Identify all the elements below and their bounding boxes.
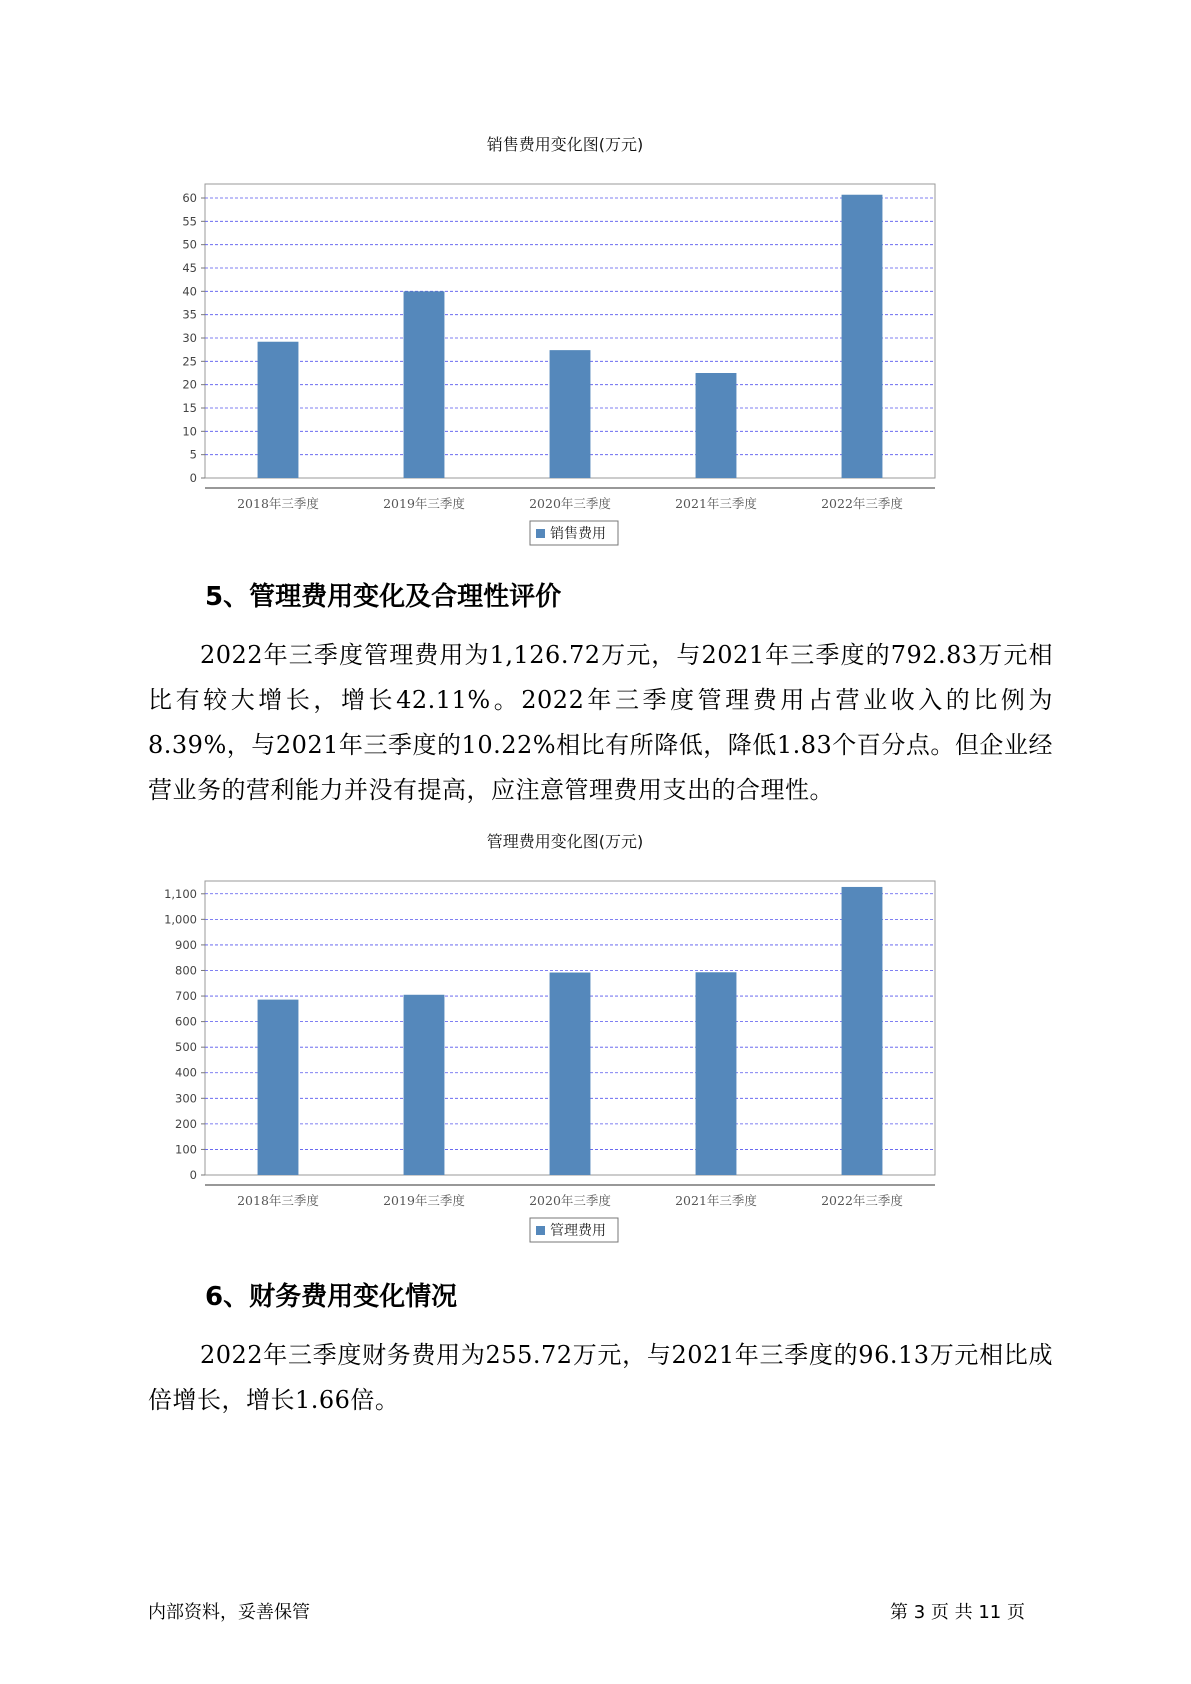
- y-tick-label: 50: [182, 237, 197, 252]
- bar: [258, 342, 299, 478]
- bar: [842, 195, 883, 478]
- footer-page-number: 第 3 页 共 11 页: [890, 1602, 1025, 1623]
- bar: [842, 887, 883, 1175]
- y-tick-label: 20: [182, 377, 197, 392]
- management-expense-paragraph: 2022年三季度管理费用为1,126.72万元，与2021年三季度的792.83万元相比有较大增长，增长42.11%。2022年三季度管理费用占营业收入的比例为8.39%，与2021年三季度的10.22%相比有所降低，降低1.83个百分点。但企业经营业务的营利能力并没有提高，应注意管理费用支出的合理性。: [148, 641, 1053, 804]
- y-tick-label: 200: [175, 1116, 197, 1131]
- x-tick-label: 2022年三季度: [821, 1193, 903, 1208]
- footer-confidential: 内部资料，妥善保管: [148, 1602, 310, 1623]
- y-tick-label: 900: [175, 937, 197, 952]
- y-tick-label: 10: [182, 424, 197, 439]
- y-tick-label: 700: [175, 989, 197, 1004]
- bar: [550, 973, 591, 1175]
- management-expense-chart-svg: [150, 825, 1020, 1245]
- bar: [404, 995, 445, 1175]
- sales-expense-chart-svg: [150, 128, 1020, 548]
- x-tick-label: 2020年三季度: [529, 1193, 611, 1208]
- y-tick-label: 300: [175, 1091, 197, 1106]
- x-tick-label: 2021年三季度: [675, 496, 757, 511]
- legend-label: 管理费用: [550, 1223, 606, 1239]
- y-tick-label: 25: [182, 354, 197, 369]
- y-tick-label: 800: [175, 963, 197, 978]
- chart-title: 销售费用变化图(万元): [486, 135, 644, 154]
- sales-expense-chart: [150, 128, 1020, 548]
- chart-title: 管理费用变化图(万元): [486, 832, 644, 851]
- y-tick-label: 5: [189, 447, 197, 462]
- section-heading-financial-expense: 6、财务费用变化情况: [205, 1282, 458, 1312]
- y-tick-label: 1,000: [164, 912, 197, 927]
- y-tick-label: 45: [182, 261, 197, 275]
- y-tick-label: 0: [189, 471, 197, 485]
- legend-swatch: [536, 1226, 545, 1235]
- y-tick-label: 500: [175, 1040, 197, 1055]
- x-tick-label: 2020年三季度: [529, 496, 611, 511]
- y-tick-label: 600: [175, 1014, 197, 1029]
- bar: [696, 972, 737, 1175]
- legend-label: 销售费用: [550, 526, 606, 542]
- y-tick-label: 60: [182, 191, 197, 205]
- management-expense-chart: [150, 825, 1020, 1245]
- x-tick-label: 2022年三季度: [821, 496, 903, 511]
- bar: [404, 291, 445, 478]
- x-tick-label: 2021年三季度: [675, 1193, 757, 1208]
- y-tick-label: 40: [182, 284, 197, 299]
- y-tick-label: 1,100: [164, 886, 197, 901]
- legend-swatch: [536, 529, 545, 538]
- y-tick-label: 55: [182, 214, 197, 229]
- y-tick-label: 15: [182, 401, 197, 415]
- bar: [696, 373, 737, 478]
- y-tick-label: 0: [189, 1168, 197, 1182]
- x-tick-label: 2019年三季度: [383, 496, 465, 511]
- x-tick-label: 2018年三季度: [237, 496, 319, 511]
- y-tick-label: 400: [175, 1065, 197, 1080]
- y-tick-label: 30: [182, 331, 197, 345]
- section-heading-management-expense: 5、管理费用变化及合理性评价: [205, 582, 562, 612]
- y-tick-label: 100: [175, 1142, 197, 1157]
- bar: [550, 350, 591, 478]
- x-tick-label: 2018年三季度: [237, 1193, 319, 1208]
- bar: [258, 1000, 299, 1175]
- financial-expense-paragraph: 2022年三季度财务费用为255.72万元，与2021年三季度的96.13万元相比成倍增长，增长1.66倍。: [148, 1341, 1053, 1414]
- y-tick-label: 35: [182, 307, 197, 322]
- x-tick-label: 2019年三季度: [383, 1193, 465, 1208]
